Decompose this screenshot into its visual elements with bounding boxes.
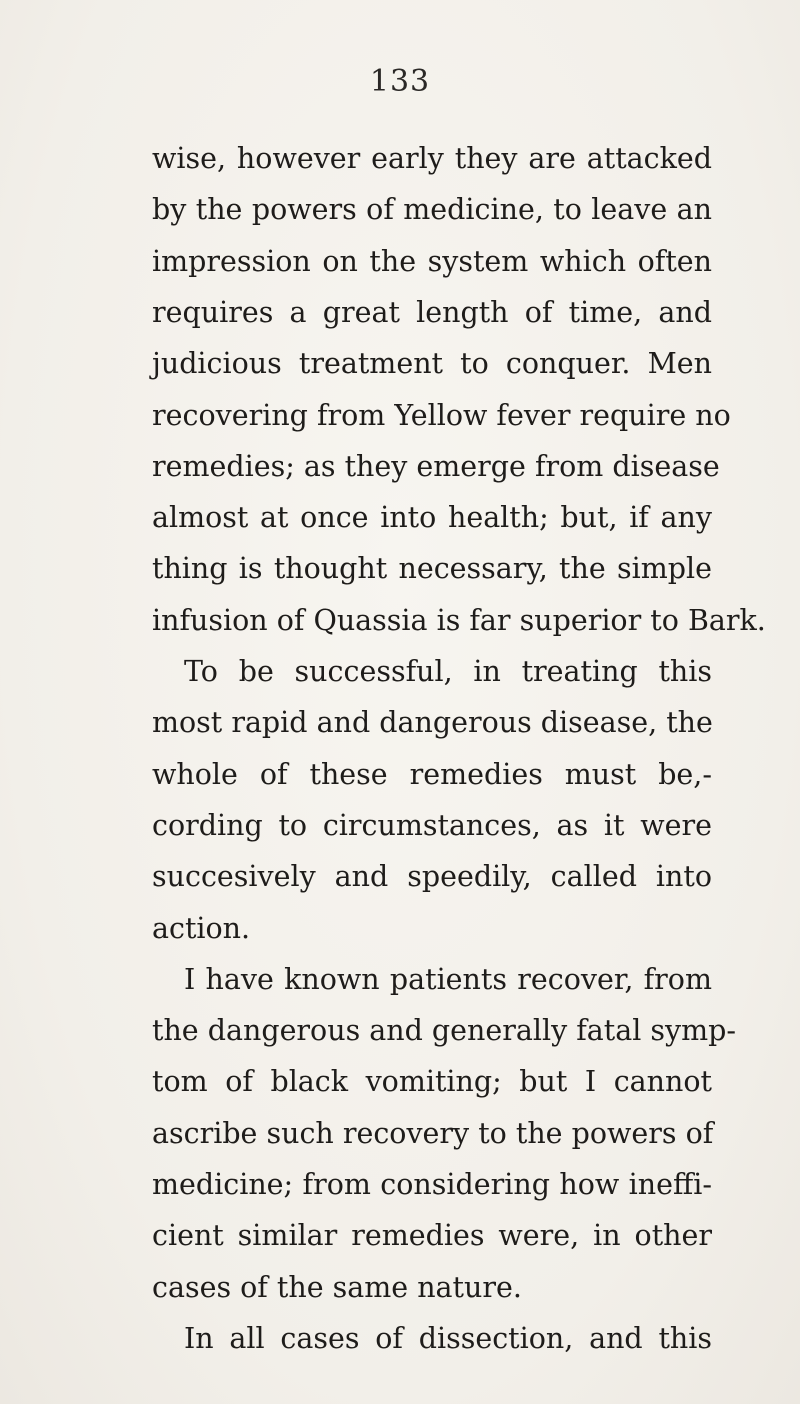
text-line: In all cases of dissection, and this bbox=[184, 1321, 712, 1355]
text-line: almost at once into health; but, if any bbox=[152, 501, 712, 535]
text-line: I have known patients recover, from bbox=[184, 962, 712, 996]
text-line: cording to circumstances, as it were bbox=[152, 808, 712, 842]
text-line: requires a great length of time, and bbox=[152, 295, 712, 329]
text-line: tom of black vomiting; but I cannot bbox=[152, 1065, 712, 1099]
text-line: wise, however early they are attacked bbox=[152, 142, 712, 175]
text-line: action. bbox=[152, 911, 251, 945]
text-line: judicious treatment to conquer. Men bbox=[152, 347, 712, 381]
text-line: whole of these remedies must be,- bbox=[152, 757, 712, 791]
text-line: thing is thought necessary, the simple bbox=[152, 552, 712, 586]
text-line: medicine; from considering how ineffi- bbox=[152, 1168, 712, 1201]
page-number: 133 bbox=[369, 64, 431, 99]
text-line: cient similar remedies were, in other bbox=[152, 1219, 712, 1253]
text-line: impression on the system which often bbox=[152, 244, 712, 278]
text-line: recovering from Yellow fever require no bbox=[152, 398, 731, 432]
text-line: cases of the same nature. bbox=[152, 1270, 522, 1304]
text-line: infusion of Quassia is far superior to Bark. bbox=[152, 603, 766, 637]
text-line: most rapid and dangerous disease, the bbox=[152, 706, 713, 740]
text-line: remedies; as they emerge from disease bbox=[152, 449, 720, 483]
text-line: by the powers of medicine, to leave an bbox=[152, 193, 712, 227]
text-line: succesively and speedily, called into bbox=[152, 860, 712, 894]
text-line: ascribe such recovery to the powers of bbox=[152, 1116, 714, 1150]
text-line: the dangerous and generally fatal symp- bbox=[152, 1014, 737, 1048]
text-line: To be successful, in treating this bbox=[184, 655, 712, 688]
